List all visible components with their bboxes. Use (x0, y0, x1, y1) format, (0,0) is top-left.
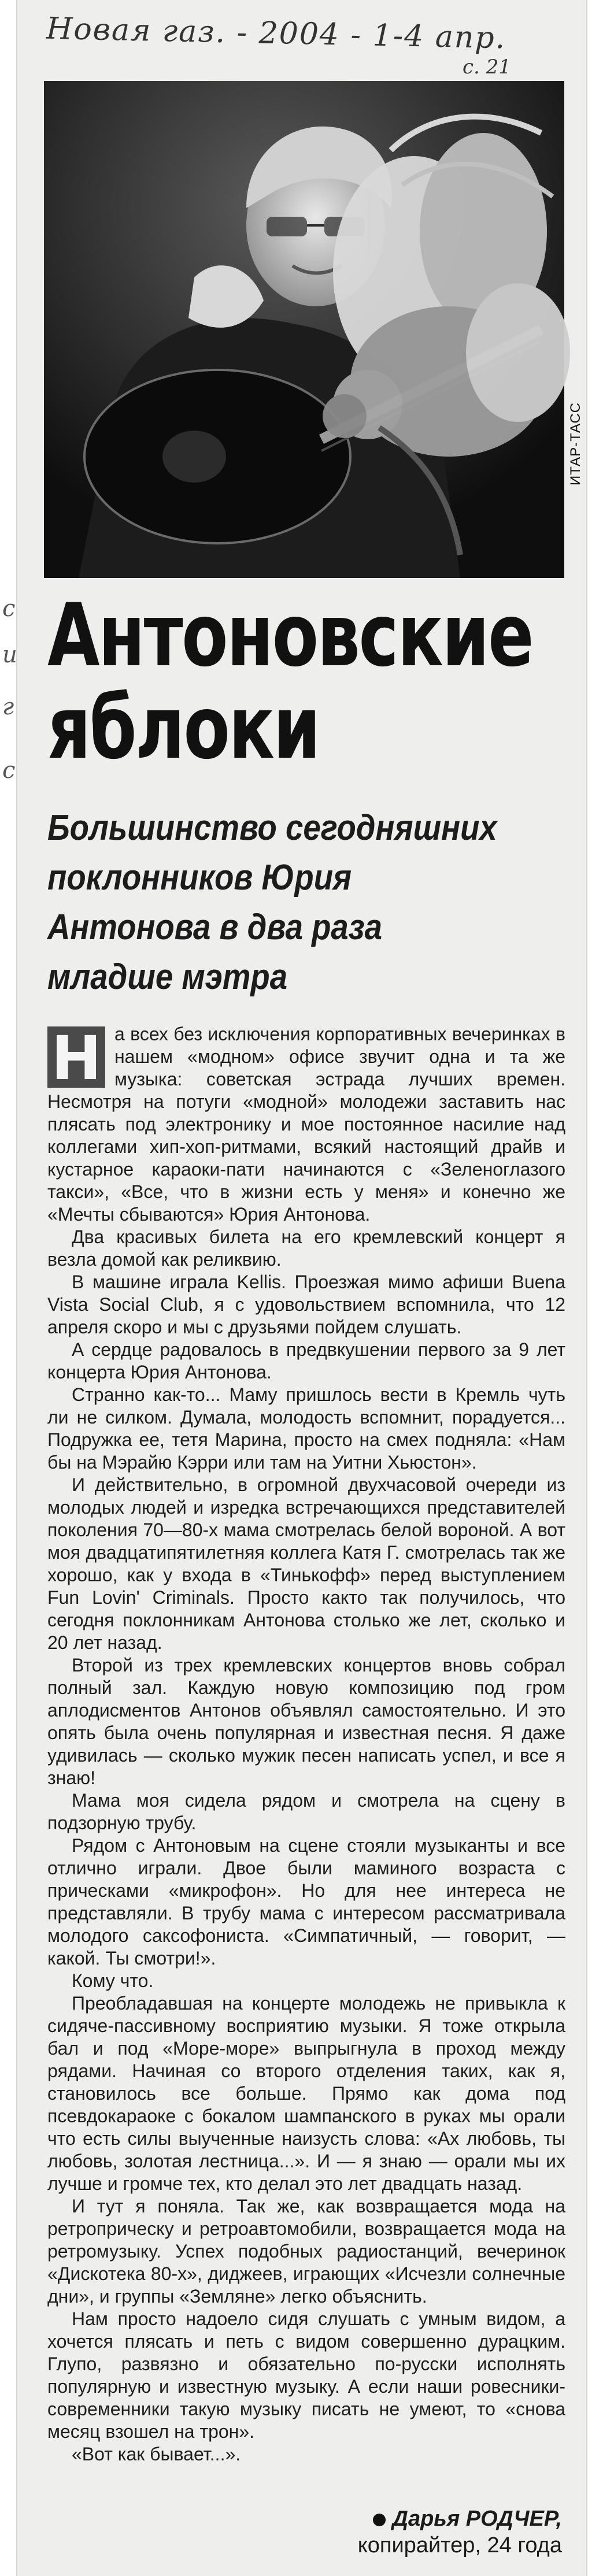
paragraph: Странно как-то... Маму пришлось вести в Кремль чуть ли не силком. Думала, молодость вспомнит, порадуется... Подружка ее, тетя Марина, просто на смех подняла: «Нам бы на Мэрайю Кэрри или там на Уитни Хьюстон». (47, 1384, 565, 1473)
bullet-icon (373, 2514, 386, 2526)
subhead-line-1: Большинство сегодняшних (47, 808, 497, 848)
byline (47, 2505, 562, 2559)
author-role: копирайтер, 24 года (357, 2533, 562, 2558)
subhead-line-3: Антонова в два раза (47, 907, 382, 947)
paragraph: Нам просто надоело сидя слушать с умным видом, а хочется плясать и петь с видом совершенно дурацким. Глупо, развязно и обязательно по-русски исполнять популярную и известную музыку. А если наши ровесники-современники такую музыку писать не умеют, то «снова месяц взошел на трон». (47, 2308, 565, 2442)
handwritten-note (23, 10, 578, 80)
handwritten-page: с. 21 (463, 55, 511, 79)
paragraph (47, 1023, 565, 1226)
author-name: Дарья РОДЧЕР, (392, 2507, 562, 2531)
paragraph: В машине играла Kellis. Проезжая мимо афиши Buena Vista Social Club, я с удовольствием вспомнила, что 12 апреля скоро и мы с друзьями пойдем слушать. (47, 1272, 565, 1337)
paragraph: Преобладавшая на концерте молодежь не привыкла к сидяче-пассивному восприятию музыки. Я тоже открыла бал и под «Море-море» выпрыгнула в проход между рядами. Начиная со второго отделения таких, как я, становилось все больше. Прямо как дома под псевдокараоке с бокалом шампанского в руках мы орали что есть силы выученные наизусть слова: «Ах любовь, ты любовь, золотая лестница...». И — я знаю — орали мы их лучше и громче тех, кто делал это лет двадцать назад. (47, 1993, 565, 2194)
paragraph: И тут я поняла. Так же, как возвращается мода на ретроприческу и ретроавтомобили, возвращается мода на ретромузыку. Успех подобных радиостанций, вечеринок «Дискотека 80-х», диджеев, играющих «Исчезли солнечные дни», и группы «Земляне» легко объяснить. (47, 2196, 565, 2307)
paragraph-text: а всех без исключения корпоративных вечеринках в нашем «модном» офисе звучит одна и та же музыка: советская эстрада лучших времен. Несмотря на потуги «модной» молодежи заставить нас плясать под электронику и мое постоянное насилие над коллегами хип-хоп-ритмами, всякий настоящий драйв и кустарное караоки-пати начинаются с «Зеленоглазого такси», «Все, что в жизни есть у меня» и конечно же «Мечты сбываются» Юрия Антонова. (47, 1024, 565, 1225)
subhead-line-4: младше мэтра (47, 957, 288, 997)
paragraph: Рядом с Антоновым на сцене стояли музыканты и все отлично играли. Двое были маминого возраста с прическами «микрофон». Но для нее интереса не представляли. В трубу мама с интересом рассматривала молодого саксофониста. «Симпатичный, — говорит, — какой. Ты смотри!». (47, 1835, 565, 1969)
paragraph: Второй из трех кремлевских концертов вновь собрал полный зал. Каждую новую композицию под гром аплодисментов Антонов объявлял самостоятельно. И это опять была очень популярная и известная песня. Я даже удивилась — сколько мужик песен написать успел, и все я знаю! (47, 1655, 565, 1788)
margin-scribble: с и г с (2, 595, 17, 784)
paragraph: И действительно, в огромной двухчасовой очереди из молодых людей и изредка встречающихся представителей поколения 70—80-х мама смотрелась белой вороной. А вот моя двадцатипятилетняя коллега Катя Г. смотрелась так же хорошо, как у входа в «Тинькофф» перед выступлением Fun Lovin' Criminals. Просто както так получилось, что сегодня поклонникам Антонова столько же лет, сколько и 20 лет назад. (47, 1474, 565, 1653)
photo-illustration (44, 81, 564, 578)
paragraph: Кому что. (72, 1970, 154, 1991)
handwritten-source-date: Новая газ. - 2004 - 1-4 апр. (46, 11, 506, 56)
headline (47, 585, 533, 779)
article-body (47, 1023, 565, 2466)
headline-line-2: яблоки (47, 678, 320, 779)
headline-line-1: Антоновские (47, 585, 533, 686)
photo-credit: ИТАР-ТАСС (568, 402, 583, 485)
paragraph: А сердце радовалось в предвкушении первого за 9 лет концерта Юрия Антонова. (47, 1339, 565, 1382)
paragraph: «Вот как бывает...». (72, 2444, 241, 2464)
subheadline (47, 803, 556, 1002)
drop-cap: Н (47, 1026, 105, 1088)
photo-yuri-antonov (44, 81, 583, 578)
paragraph: Два красивых билета на его кремлевский концерт я везла домой как реликвию. (47, 1226, 565, 1270)
subhead-line-2: поклонников Юрия (47, 858, 352, 898)
paragraph: Мама моя сидела рядом и смотрела на сцену в подзорную трубу. (47, 1790, 565, 1833)
